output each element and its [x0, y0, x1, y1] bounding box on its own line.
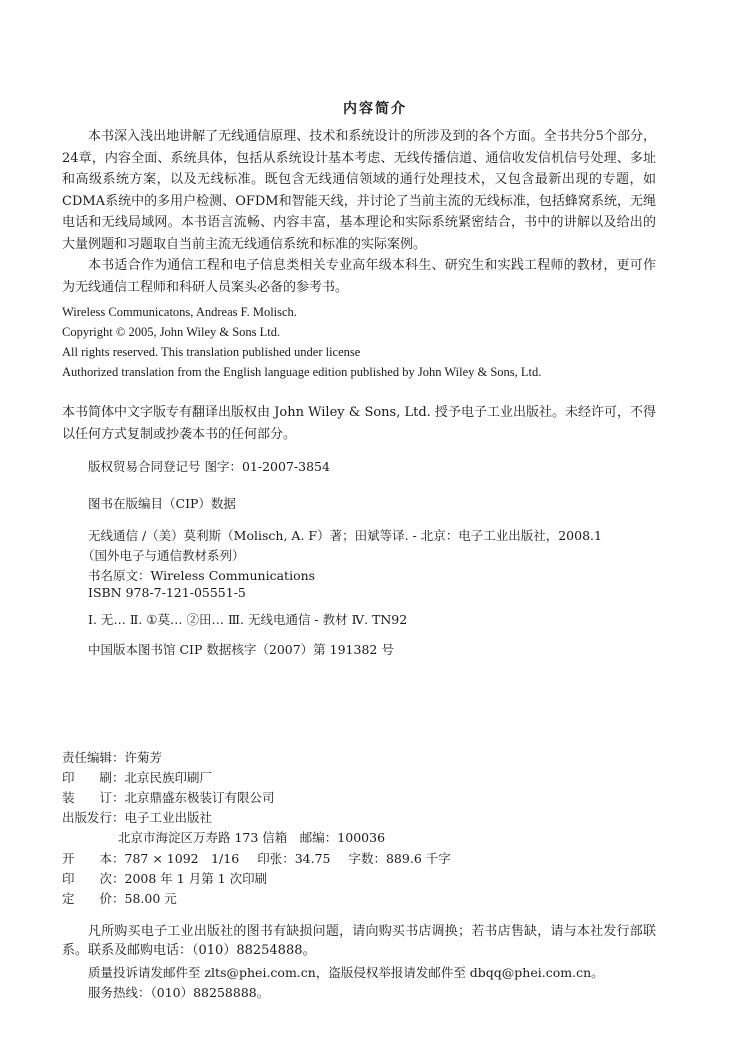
colophon-format — [62, 849, 451, 867]
intro-paragraph-2: 本书适合作为通信工程和电子信息类相关专业高年级本科生、研究生和实践工程师的教材，更可作为无线通信工程师和科研人员案头必备的参考书。 — [62, 258, 656, 295]
cip-entry-line-1: 无线通信 /（美）莫利斯（Molisch, A. F）著；田斌等译. - 北京：电子工业出版社，2008.1 — [88, 528, 602, 543]
price-label: 定 价： — [62, 891, 125, 906]
cip-classification: I. 无… Ⅱ. ①莫… ②田… Ⅲ. 无线电通信 - 教材 Ⅳ. TN92 — [88, 612, 408, 627]
page-title: 内容简介 — [343, 101, 407, 117]
cip-core-number: 中国版本图书馆 CIP 数据核字（2007）第 191382 号 — [88, 642, 394, 657]
colophon-editor — [62, 748, 162, 766]
price-value: 58.00 元 — [124, 891, 177, 906]
colophon-edition — [62, 869, 267, 887]
editor-label: 责任编辑： — [62, 750, 125, 765]
english-line-4: Authorized translation from the English language edition published by John Wiley & Sons, Ltd. — [62, 365, 542, 379]
colophon-address: 北京市海淀区万寿路 173 信箱 邮编：100036 — [118, 830, 386, 845]
edition-value: 2008 年 1 月第 1 次印刷 — [124, 871, 268, 886]
colophon-binder — [62, 788, 275, 806]
english-line-3: All rights reserved. This translation published under license — [62, 345, 361, 359]
format-label: 开 本： — [62, 851, 125, 866]
printer-label: 印 刷： — [62, 770, 125, 785]
sheets-value: 印张：34.75 — [257, 851, 331, 866]
footer-line-1: 凡所购买电子工业出版社的图书有缺损问题，请向购买书店调换；若书店售缺，请与本社发行部联系。联系及邮购电话：（010）88254888。 — [62, 924, 656, 958]
publisher-label: 出版发行： — [62, 810, 125, 825]
cip-heading: 图书在版编目（CIP）数据 — [88, 496, 236, 511]
copyright-registration: 版权贸易合同登记号 图字：01-2007-3854 — [88, 459, 330, 474]
footer-line-3: 服务热线：（010）88258888。 — [88, 985, 270, 1000]
cip-entry-line-2: （国外电子与通信教材系列） — [82, 548, 245, 563]
rights-notice: 本书简体中文字版专有翻译出版权由 John Wiley & Sons, Ltd. 授予电子工业出版社。未经许可，不得以任何方式复制或抄袭本书的任何部分。 — [62, 405, 656, 442]
footer-defect-notice — [62, 922, 656, 960]
publisher-value: 电子工业出版社 — [124, 810, 213, 825]
english-line-1: Wireless Communicatons, Andreas F. Molisch. — [62, 305, 297, 319]
format-value: 787 × 1092 1/16 — [124, 851, 240, 866]
words-value: 字数：889.6 千字 — [348, 851, 451, 866]
colophon-price — [62, 889, 177, 907]
binder-value: 北京鼎盛东极装订有限公司 — [124, 790, 275, 805]
cip-original-title: 书名原文：Wireless Communications — [88, 568, 316, 583]
colophon-publisher — [62, 808, 212, 826]
cip-isbn: ISBN 978-7-121-05551-5 — [88, 585, 246, 600]
english-copyright-block — [62, 302, 541, 382]
colophon-printer — [62, 768, 212, 786]
footer-line-2: 质量投诉请发邮件至 zlts@phei.com.cn，盗版侵权举报请发邮件至 dbqq@phei.com.cn。 — [88, 965, 604, 980]
edition-label: 印 次： — [62, 871, 125, 886]
intro-paragraph-1: 本书深入浅出地讲解了无线通信原理、技术和系统设计的所涉及到的各个方面。全书共分5个部分，24章，内容全面、系统具体，包括从系统设计基本考虑、无线传播信道、通信收发信机信号处理、多址和高级系统方案，以及无线标准。既包含无线通信领域的通行处理技术，又包含最新出现的专题，如CDMA系统中的多用户检测、OFDM和智能天线，并讨论了当前主流的无线标准，包括蜂窝系统，无绳电话和无线局域网。本书语言流畅、内容丰富，基本理论和实际系统紧密结合，书中的讲解以及给出的大量例题和习题取自当前主流无线通信系统和标准的实际案例。 — [62, 129, 656, 252]
english-line-2: Copyright © 2005, John Wiley & Sons Ltd. — [62, 325, 281, 339]
binder-label: 装 订： — [62, 790, 125, 805]
intro-section — [62, 126, 656, 298]
editor-value: 许菊芳 — [124, 750, 163, 765]
printer-value: 北京民族印刷厂 — [124, 770, 213, 785]
